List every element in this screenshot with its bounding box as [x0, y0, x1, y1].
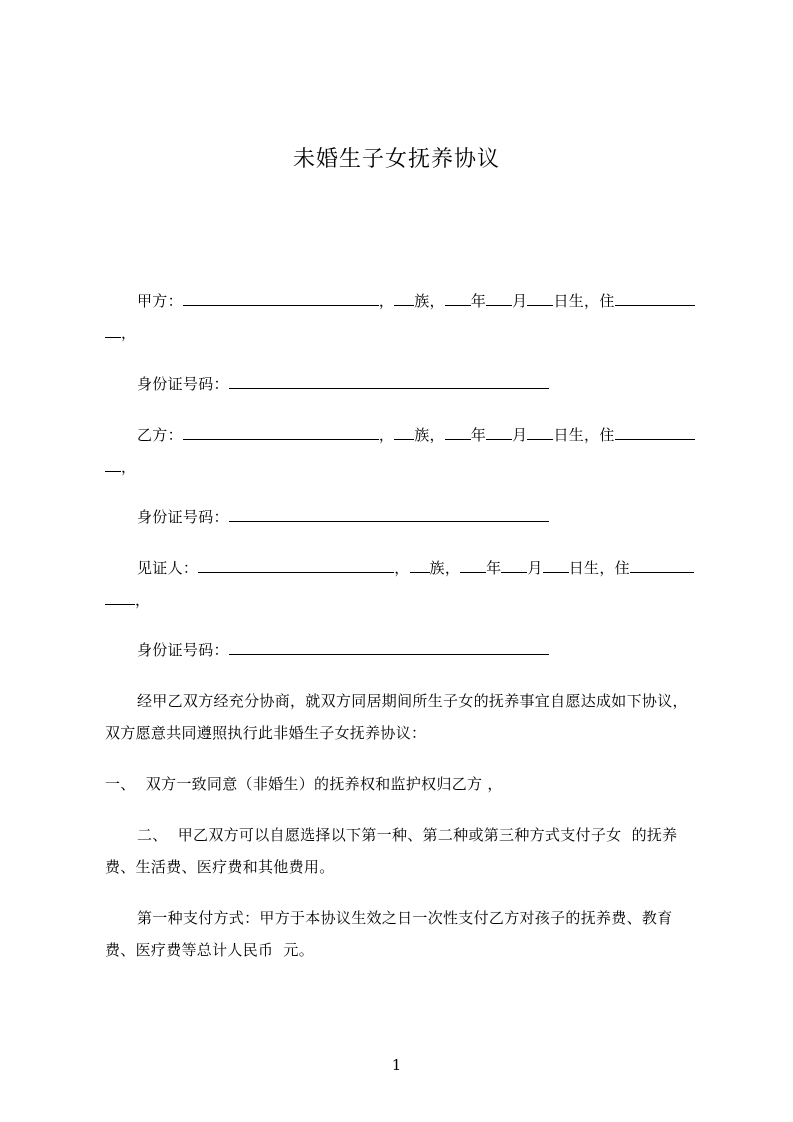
party-b-name-blank[interactable] [183, 425, 379, 440]
party-b-id-label: 身份证号码： [137, 508, 229, 526]
witness-block [105, 552, 705, 616]
witness-tail: ， [135, 591, 151, 609]
party-b-month-blank[interactable] [486, 425, 512, 440]
witness-comma: ， [394, 559, 410, 577]
party-b-ethnicity-blank[interactable] [394, 425, 414, 440]
party-a-month-label: 月 [512, 292, 528, 310]
clause-1-text: 一、 双方一致同意（非婚生）的抚养权和监护权归乙方 ， [105, 775, 503, 793]
party-a-day-blank[interactable] [527, 291, 553, 306]
party-a-tail: ， [121, 324, 137, 342]
party-b-tail: ， [121, 458, 137, 476]
page-number: 1 [391, 1056, 402, 1074]
witness-address-blank-cont[interactable] [105, 590, 135, 605]
witness-label: 见证人： [137, 559, 199, 577]
party-a-ethnicity-blank[interactable] [394, 291, 414, 306]
witness-month-blank[interactable] [501, 558, 527, 573]
party-a-label: 甲方： [137, 292, 183, 310]
witness-born-label: 日生，住 [568, 559, 630, 577]
party-b-label: 乙方： [137, 426, 183, 444]
witness-year-label: 年 [486, 559, 502, 577]
clause-2-line-1: 二、 甲乙双方可以自愿选择以下第一种、第二种或第三种方式支付子女 的抚养 [137, 826, 678, 844]
party-b-address-blank-cont[interactable] [105, 457, 121, 472]
intro-line-1: 经甲乙双方经充分协商，就双方同居期间所生子女的抚养事宜自愿达成如下协议， [137, 692, 688, 710]
witness-id-block [105, 634, 705, 666]
witness-id-blank[interactable] [229, 640, 549, 655]
witness-name-blank[interactable] [198, 558, 394, 573]
party-a-id-blank[interactable] [229, 374, 549, 389]
party-a-address-blank-cont[interactable] [105, 323, 121, 338]
party-b-year-label: 年 [470, 426, 487, 444]
witness-day-blank[interactable] [543, 558, 569, 573]
party-a-block [105, 285, 705, 349]
party-a-ethnicity-label: 族， [414, 292, 445, 310]
party-b-comma: ， [378, 426, 395, 444]
witness-ethnicity-blank[interactable] [410, 558, 430, 573]
payment-1-line-2: 费、医疗费等总计人民币 元。 [105, 941, 315, 959]
party-b-ethnicity-label: 族， [414, 426, 445, 444]
party-a-id-block [105, 368, 705, 400]
party-b-month-label: 月 [512, 426, 528, 444]
party-a-born-label: 日生，住 [553, 292, 615, 310]
party-b-id-block [105, 501, 705, 533]
party-b-address-blank[interactable] [615, 425, 695, 440]
clause-2-line-2: 费、生活费、医疗费和其他费用。 [105, 858, 335, 876]
witness-address-blank[interactable] [630, 558, 694, 573]
party-a-id-label: 身份证号码： [137, 375, 229, 393]
party-a-name-blank[interactable] [183, 291, 379, 306]
party-b-id-blank[interactable] [229, 507, 549, 522]
witness-id-label: 身份证号码： [137, 641, 229, 659]
party-b-year-blank[interactable] [445, 425, 471, 440]
party-a-comma: ， [378, 292, 395, 310]
party-b-block [105, 419, 705, 483]
party-b-born-label: 日生，住 [553, 426, 615, 444]
party-a-month-blank[interactable] [486, 291, 512, 306]
witness-month-label: 月 [527, 559, 543, 577]
clause-1 [105, 768, 705, 800]
intro-line-2: 双方愿意共同遵照执行此非婚生子女抚养协议： [105, 724, 427, 742]
party-b-day-blank[interactable] [527, 425, 553, 440]
intro-paragraph [105, 685, 705, 749]
payment-1-line-1: 第一种支付方式：甲方于本协议生效之日一次性支付乙方对孩子的抚养费、教育 [137, 909, 673, 927]
witness-ethnicity-label: 族， [429, 559, 461, 577]
party-a-address-blank[interactable] [615, 291, 695, 306]
party-a-year-blank[interactable] [445, 291, 471, 306]
clause-2 [105, 819, 705, 883]
document-title: 未婚生子女抚养协议 [292, 147, 500, 172]
payment-method-1 [105, 902, 705, 966]
party-a-year-label: 年 [470, 292, 487, 310]
witness-year-blank[interactable] [460, 558, 486, 573]
